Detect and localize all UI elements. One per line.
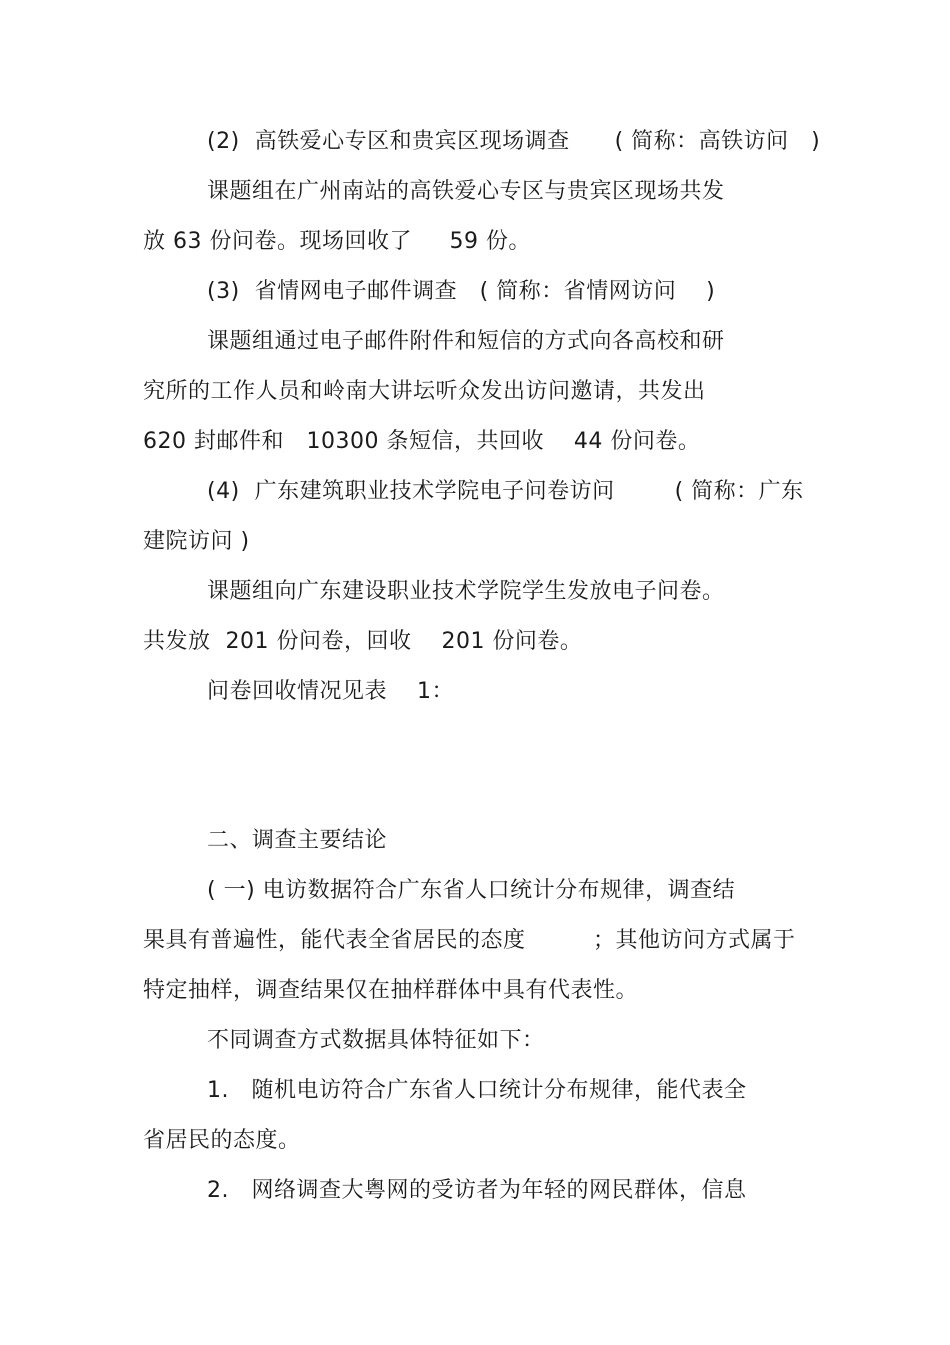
section-heading-high-speed-rail: (2) 高铁爱心专区和贵宾区现场调查 ( 简称：高铁访问 ) <box>207 129 821 154</box>
paragraph-line: ( 一) 电访数据符合广东省人口统计分布规律，调查结 <box>207 878 736 903</box>
paragraph-line: 课题组通过电子邮件附件和短信的方式向各高校和研 <box>207 329 725 354</box>
paragraph-line: 究所的工作人员和岭南大讲坛听众发出访问邀请，共发出 <box>143 379 706 404</box>
section-heading-continuation: 建院访问 ) <box>143 529 250 554</box>
list-item-1-continuation: 省居民的态度。 <box>143 1128 301 1153</box>
paragraph-line: 课题组在广州南站的高铁爱心专区与贵宾区现场共发 <box>207 179 725 204</box>
paragraph-line: 共发放 201 份问卷，回收 201 份问卷。 <box>143 629 583 654</box>
section-heading-email-survey: (3) 省情网电子邮件调查 ( 简称：省情网访问 ) <box>207 279 716 304</box>
list-item-1: 1. 随机电访符合广东省人口统计分布规律，能代表全 <box>207 1078 747 1103</box>
paragraph-line: 不同调查方式数据具体特征如下： <box>207 1028 545 1053</box>
paragraph-line: 特定抽样，调查结果仅在抽样群体中具有代表性。 <box>143 978 639 1003</box>
chapter-heading-conclusions: 二、调查主要结论 <box>207 828 388 853</box>
paragraph-line: 放 63 份问卷。现场回收了 59 份。 <box>143 229 531 254</box>
paragraph-line: 620 封邮件和 10300 条短信，共回收 44 份问卷。 <box>143 429 701 454</box>
table-reference-line: 问卷回收情况见表 1： <box>207 679 454 704</box>
paragraph-line: 课题组向广东建设职业技术学院学生发放电子问卷。 <box>207 579 725 604</box>
list-item-2: 2. 网络调查大粤网的受访者为年轻的网民群体，信息 <box>207 1178 747 1203</box>
section-heading-college-survey: (4) 广东建筑职业技术学院电子问卷访问 ( 简称：广东 <box>207 479 804 504</box>
paragraph-line: 果具有普遍性，能代表全省居民的态度 ；其他访问方式属于 <box>143 928 796 953</box>
